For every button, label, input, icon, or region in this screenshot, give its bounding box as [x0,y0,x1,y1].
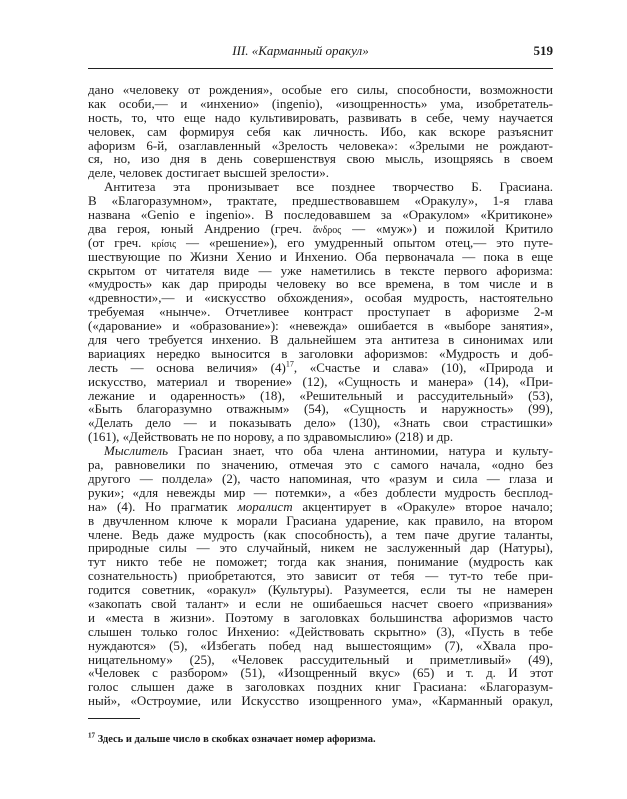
text-segment: «Быть благоразумно отважным» (54), «Сущность и наружность» (99), [88,401,553,417]
text-line [88,541,553,555]
text-segment: человек, сам формируя себя как личность. Ибо, как вскоре разъяснит [88,123,553,139]
text-segment: афоризм 6-й, озаглавленный «Зрелость человека»: «Зрелыми не рождают- [88,137,553,153]
text-segment: члене. Ведь даже мудрость (как способность), а тем паче другие таланты, [88,526,553,542]
text-segment: Антитеза эта пронизывает все позднее творчество Б. Грасиана. [104,179,553,195]
text-segment: — «муж») и пожилой Критило [341,220,553,236]
text-line [88,444,553,458]
text-segment: два героя, юный Андренио (греч. [88,220,313,236]
text-line [88,514,553,528]
text-segment: на» (4). Но прагматик [88,498,238,514]
text-segment: вариациях нередко выносится в заголовки афоризмов: «Мудрость и доб- [88,345,553,361]
text-line [88,486,553,500]
text-line [88,666,553,680]
text-segment: тут никто тебе не поможет; тогда как знания, понимание (мудрость как [88,554,553,570]
text-segment: Грасиан знает, что оба члена антиномии, натура и культу- [168,443,553,459]
text-line [88,625,553,639]
text-line [88,319,553,333]
text-line [88,277,553,291]
text-line [88,264,553,278]
header-rule [88,68,553,69]
text-line [88,305,553,319]
text-segment: голос слышен даже в заголовках поздних книг Грасиана: «Благоразум- [88,679,553,695]
page-number: 519 [533,43,553,58]
emphasis-text: Мыслитель [104,443,168,459]
text-line [88,611,553,625]
text-line [88,139,553,153]
text-line [88,430,553,444]
text-segment: дано «человеку от рождения», особые его силы, способности, возможности [88,82,553,97]
footnote [88,731,376,745]
text-line [88,347,553,361]
emphasis-text: моралист [237,498,293,514]
text-line [88,402,553,416]
text-line [88,583,553,597]
text-segment: (161), «Действовать не по норову, а по здравомыслию» (218) и др. [88,429,454,445]
text-line [88,653,553,667]
text-line [88,291,553,305]
text-line [88,680,553,694]
text-segment: ницательному» (25), «Человек рассудительный и приметливый» (49), [88,651,553,667]
text-segment: деле, человек достигает высшей зрелости». [88,165,329,181]
text-line [88,222,553,236]
text-line [88,250,553,264]
text-line [88,180,553,194]
text-line [88,528,553,542]
text-line [88,125,553,139]
text-line [88,569,553,583]
text-segment: «Человек с разбором» (51), «Изощренный вкус» (65) и т. д. И этот [88,665,553,681]
greek-word: κρίσις [151,238,177,250]
text-segment: нуждаются» (5), «Избегать побед над вышестоящим» (7), «Хвала про- [88,637,553,653]
text-segment: акцентирует в «Оракуле» второе начало; [292,498,553,514]
text-segment: искусство, материал и творение» (12), «Сущность и манера» (14), «При- [88,373,553,389]
text-segment: и «места в жизни». Поэтому в заголовках большинства афоризмов часто [88,609,553,625]
footnote-rule [88,718,140,719]
text-segment: требуемая «нынче». Отчетливее контраст проступает в афоризме 2-м [88,304,553,320]
footnote-text: Здесь и дальше число в скобках означает номер афоризма. [95,734,376,745]
text-segment: «древности»,— и «искусство обхождения», особая мудрость, настоятельно [88,290,553,306]
text-segment: названа «Genio e ingenio». В последовавшем за «Оракулом» «Критиконе» [88,207,553,223]
text-segment: для чего требуется инхенио. В дальнейшем эта антитеза в синонимах или [88,332,553,348]
text-segment: в двучленном ключе к морали Грасиана ударение, как правило, на втором [88,512,553,528]
text-line [88,111,553,125]
text-segment: годится советник, «оракул» (Культуры). Разумеется, если ты не намерен [88,582,553,598]
text-segment: «закопать свой талант» и если не ошибаешься насчет своего «призвания» [88,595,553,611]
footnote-marker: 17 [88,731,95,740]
text-line [88,416,553,430]
text-line [88,166,553,180]
text-segment: (от греч. [88,234,152,250]
text-segment: шествующие по Жизни Хенио и Инхенио. Оба первоначала — пока в еще [88,248,553,264]
text-segment: руки»; «для невежды мир — потемки», а «без доблести мудрость бесплод- [88,484,553,500]
text-segment: ся, но, изо дня в день совершенствуя свою мысль, изощряясь в своем [88,151,553,167]
text-line [88,389,553,403]
text-line [88,597,553,611]
text-segment: как особи,— и «инхенио» (ingenio), «изощренность» ума, изобретатель- [88,95,553,111]
text-segment: , «Счастье и слава» (10), «Природа и [293,359,553,375]
text-segment: скрытом от читателя виде — уже наметились в тексте первого афоризма: [88,262,553,278]
running-title: III. «Карманный оракул» [232,43,369,58]
text-line [88,97,553,111]
text-segment: «Делать дело — и показывать дело» (130), «Знать свои страстишки» [88,415,553,431]
text-line [88,361,553,375]
text-segment: слышен только голос Инхенио: «Действовать скрытно» (3), «Пусть в тебе [88,623,553,639]
text-segment: лесть — основа величия» (4) [88,359,286,375]
text-line [88,333,553,347]
text-line [88,194,553,208]
text-segment: — «решение»), его умудренный опытом отец,— это путе- [176,234,554,250]
text-line [88,83,553,97]
text-segment: ный», «Остроумие, или Искусство изощренного ума», «Карманный оракул, [88,693,553,709]
text-line [88,639,553,653]
text-line [88,375,553,389]
text-segment: («дарование» и «образование»): «невежда» ошибается в «выборе занятия», [88,318,553,334]
text-segment: другого — полдела» (2), часто напоминая, что «разум и сила — глаза и [88,470,553,486]
text-segment: ра, равновелики по значению, отмечая это с самого начала, «одно без [88,457,553,473]
footnote-ref: 17 [285,359,294,369]
text-segment: В «Благоразумном», трактате, предшествовавшем «Оракулу», 1-я глава [88,193,553,209]
text-segment: «мудрость» как дар природы человеку во все времена, в том числе и в [88,276,553,292]
text-line [88,458,553,472]
running-header [88,43,553,61]
text-segment: лежание и одаренность» (18), «Решительный и рассудительный» (53), [88,387,553,403]
text-line [88,555,553,569]
text-line [88,208,553,222]
text-line [88,472,553,486]
text-segment: ность, то, что еще надо культивировать, развивать в себе, чему научается [88,109,553,125]
text-line [88,236,553,250]
text-line [88,152,553,166]
text-segment: природные силы — это случайный, никем не заслуженный дар (Натуры), [88,540,553,556]
text-line [88,694,553,708]
greek-word: ἄνδρος [312,224,342,236]
text-segment: сознательность) приобретаются, это зависит от тебя — тут-то тебе при- [88,568,553,584]
text-line [88,500,553,514]
body-text [88,83,553,708]
